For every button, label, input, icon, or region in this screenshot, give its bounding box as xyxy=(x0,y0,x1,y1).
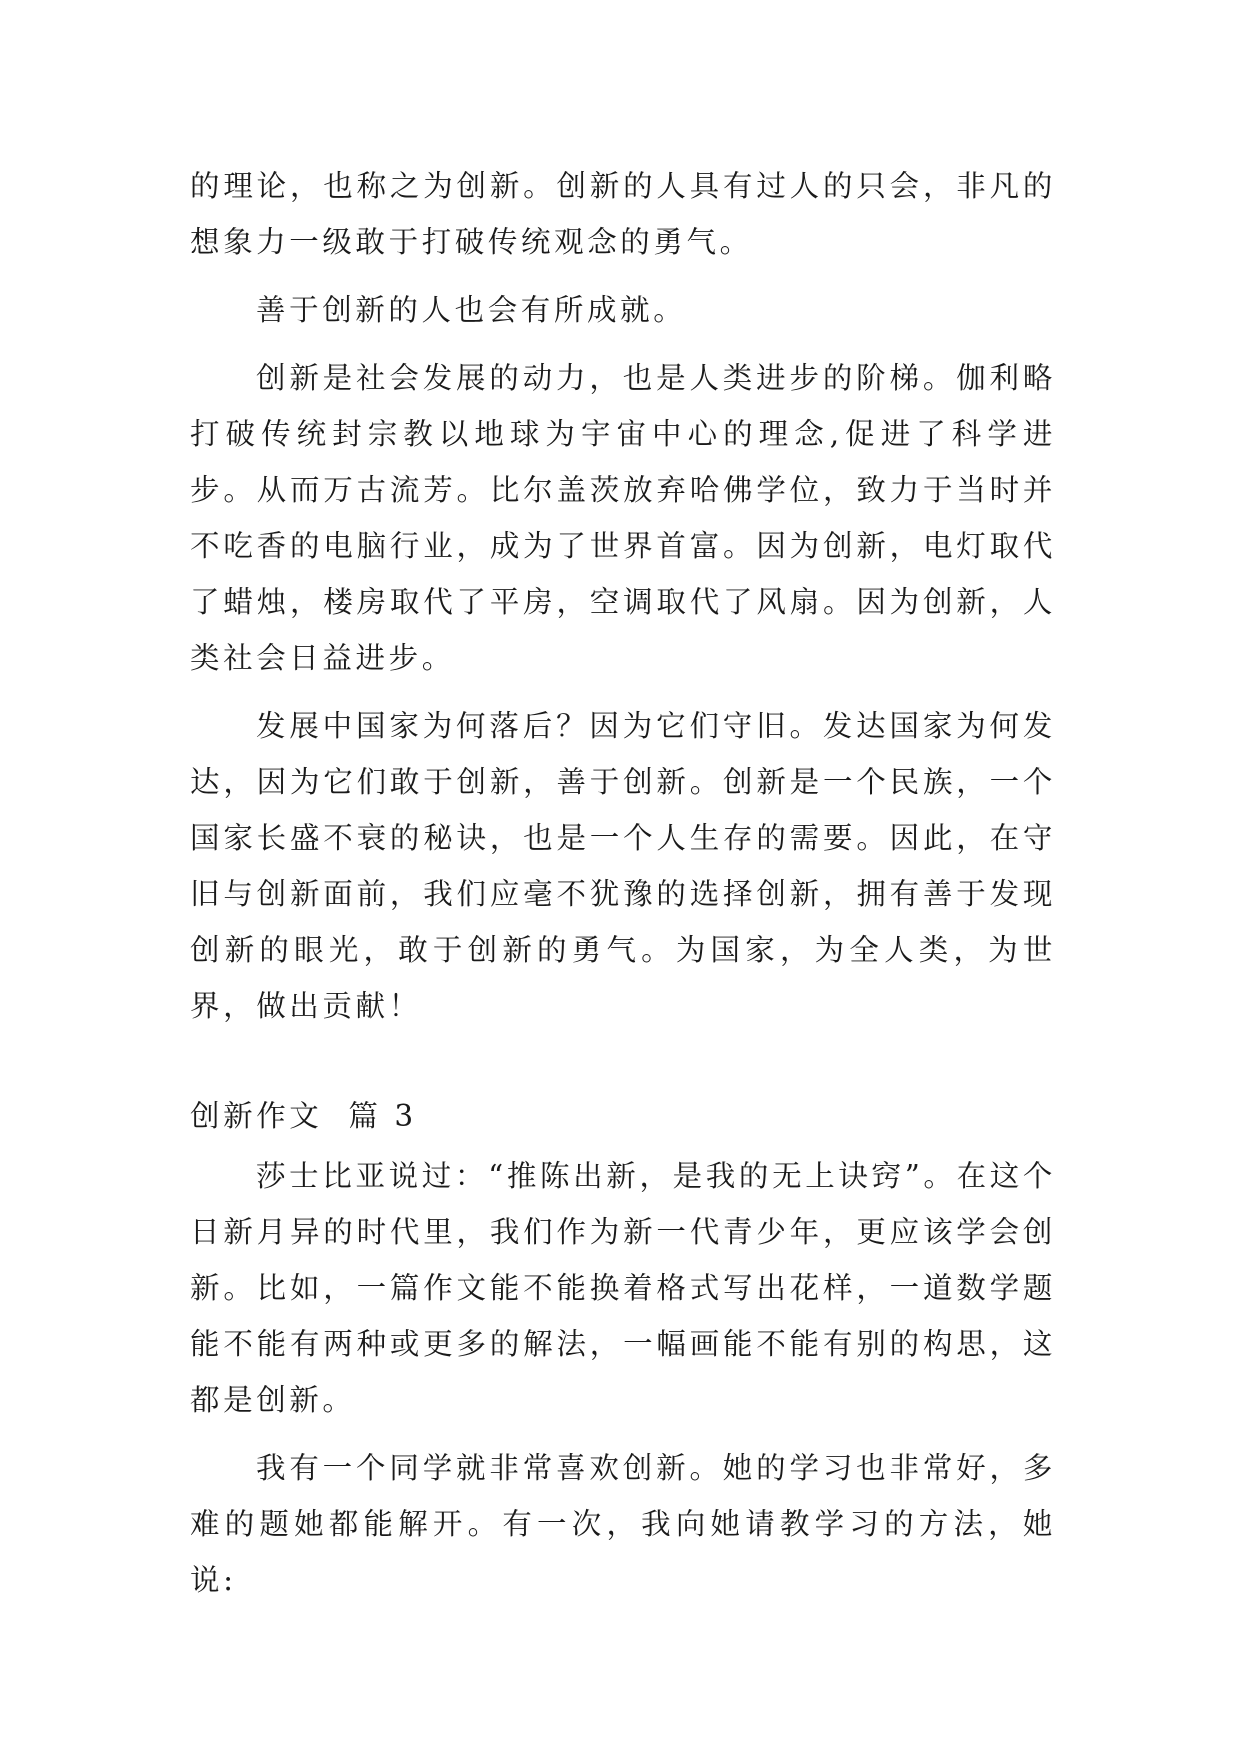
paragraph: 我有一个同学就非常喜欢创新。她的学习也非常好，多难的题她都能解开。有一次，我向她请教学习的方法，她说: xyxy=(190,1451,1056,1597)
paragraph-continued: 的理论，也称之为创新。创新的人具有过人的只会，非凡的想象力一级敢于打破传统观念的勇气。 xyxy=(190,169,1056,259)
section-heading: 创新作文 篇 3 xyxy=(190,1099,417,1133)
paragraph: 创新是社会发展的动力，也是人类进步的阶梯。伽利略打破传统封宗教以地球为宇宙中心的理念,促进了科学进步。从而万古流芳。比尔盖茨放弃哈佛学位，致力于当时并不吃香的电脑行业，成为了世界首富。因为创新，电灯取代了蜡烛，楼房取代了平房，空调取代了风扇。因为创新，人类社会日益进步。 xyxy=(190,361,1056,675)
paragraph: 善于创新的人也会有所成就。 xyxy=(256,293,687,327)
paragraph: 发展中国家为何落后？因为它们守旧。发达国家为何发达，因为它们敢于创新，善于创新。创新是一个民族，一个国家长盛不衰的秘诀，也是一个人生存的需要。因此，在守旧与创新面前，我们应毫不犹豫的选择创新，拥有善于发现创新的眼光，敢于创新的勇气。为国家，为全人类，为世界，做出贡献！ xyxy=(190,709,1056,1023)
section-spacer xyxy=(190,1046,1056,1088)
paragraph: 莎士比亚说过：“推陈出新，是我的无上诀窍”。在这个日新月异的时代里，我们作为新一代青少年，更应该学会创新。比如，一篇作文能不能换着格式写出花样，一道数学题能不能有两种或更多的解法，一幅画能不能有别的构思，这都是创新。 xyxy=(190,1159,1056,1417)
document-page xyxy=(190,158,1056,1620)
